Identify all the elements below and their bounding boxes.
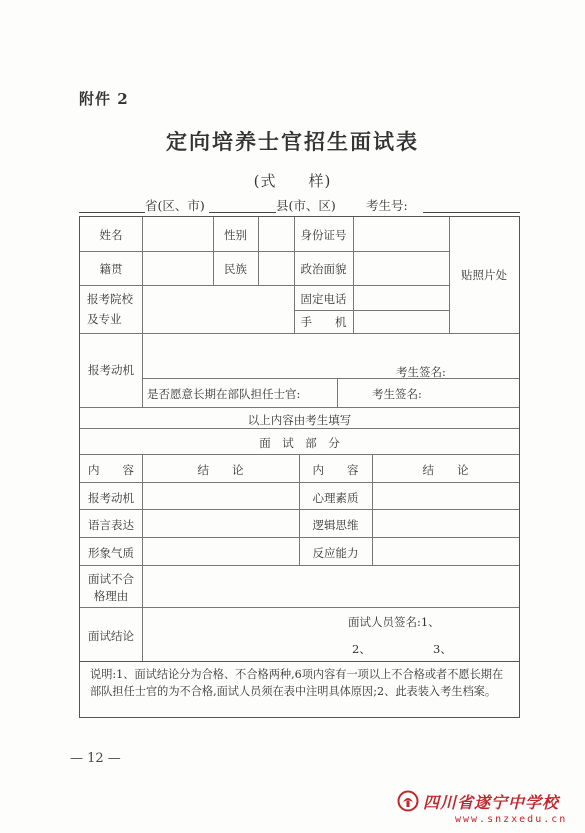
exam-number-label: 考生号: [366, 198, 408, 213]
school-logo-icon [397, 790, 419, 812]
content-column-header-2: 内 容 [312, 463, 359, 477]
motivation-label: 报考动机 [88, 363, 134, 377]
attachment-label: 附件 2 [79, 90, 129, 108]
candidate-signature-label: 考生签名: [396, 365, 446, 379]
gender-field[interactable] [259, 218, 294, 250]
ethnicity-field[interactable] [259, 252, 294, 284]
item-language-label: 语言表达 [88, 518, 134, 532]
item-reaction-label: 反应能力 [312, 546, 359, 560]
province-label: 省(区、市) [145, 198, 205, 213]
form-subtitle: (式 样) [253, 172, 332, 190]
ethnicity-label: 民族 [224, 262, 247, 276]
interviewer-signature-label: 面试人员签名:1、 [348, 615, 440, 629]
landline-label: 固定电话 [300, 292, 347, 306]
interview-section-heading: 面 试 部 分 [259, 436, 340, 450]
interviewer-3-label: 3、 [433, 642, 452, 656]
filled-by-candidate-note: 以上内容由考生填写 [247, 413, 352, 427]
county-label: 县(市、区) [276, 198, 336, 213]
id-number-label: 身份证号 [300, 228, 347, 242]
conclusion-column-header: 结 论 [197, 463, 244, 477]
mobile-field[interactable] [354, 311, 449, 332]
school-major-label-line2: 及专业 [87, 312, 122, 326]
unqualified-reason-field[interactable] [143, 566, 519, 606]
county-blank[interactable] [209, 212, 276, 213]
interviewer-2-label: 2、 [352, 642, 371, 656]
exam-number-blank[interactable] [423, 212, 520, 213]
item-motivation-label: 报考动机 [88, 491, 134, 505]
unqualified-reason-label-line2: 格理由 [93, 589, 129, 603]
psych-conclusion-field[interactable] [373, 483, 519, 508]
page-number: — 12 — [70, 751, 121, 766]
form-notes: 说明:1、面试结论分为合格、不合格两种,6项内容有一项以上不合格或者不愿长期在部队担任士官的为不合格,面试人员须在表中注明具体原因;2、此表装入考生档案。 [79, 662, 520, 718]
conclusion-column-header-2: 结 论 [422, 463, 469, 477]
motivation-conclusion-field[interactable] [143, 483, 299, 508]
language-conclusion-field[interactable] [143, 510, 299, 536]
unqualified-reason-label-line1: 面试不合 [88, 572, 134, 586]
motivation-field[interactable] [143, 334, 519, 377]
item-logic-label: 逻辑思维 [312, 518, 359, 532]
school-website: www.snzxedu.cn [455, 814, 568, 825]
interview-form-table [79, 216, 520, 662]
content-column-header: 内 容 [88, 463, 134, 477]
native-place-label: 籍贯 [99, 262, 123, 276]
image-conclusion-field[interactable] [143, 538, 299, 564]
candidate-signature-label-2: 考生签名: [372, 387, 422, 401]
name-field[interactable] [143, 218, 213, 250]
political-status-label: 政治面貌 [300, 262, 347, 276]
school-name: 四川省遂宁中学校 [423, 792, 560, 812]
school-major-field[interactable] [143, 286, 294, 332]
item-image-label: 形象气质 [88, 546, 134, 560]
province-blank[interactable] [79, 212, 145, 213]
photo-placeholder[interactable]: 贴照片处 [461, 268, 507, 282]
interview-conclusion-field[interactable] [143, 608, 519, 660]
political-status-field[interactable] [354, 252, 449, 284]
mobile-label: 手 机 [300, 315, 347, 329]
form-title: 定向培养士官招生面试表 [166, 129, 419, 154]
school-major-label-line1: 报考院校 [87, 292, 133, 306]
gender-label: 性别 [224, 228, 247, 242]
landline-field[interactable] [354, 286, 449, 309]
id-number-field[interactable] [354, 218, 449, 250]
interview-conclusion-label: 面试结论 [88, 629, 134, 643]
name-label: 姓名 [99, 228, 123, 242]
logic-conclusion-field[interactable] [373, 510, 519, 536]
school-watermark [397, 790, 559, 812]
native-place-field[interactable] [143, 252, 213, 284]
willing-long-term-question: 是否愿意长期在部队担任士官: [147, 387, 301, 401]
reaction-conclusion-field[interactable] [373, 538, 519, 564]
item-psych-label: 心理素质 [312, 491, 359, 505]
